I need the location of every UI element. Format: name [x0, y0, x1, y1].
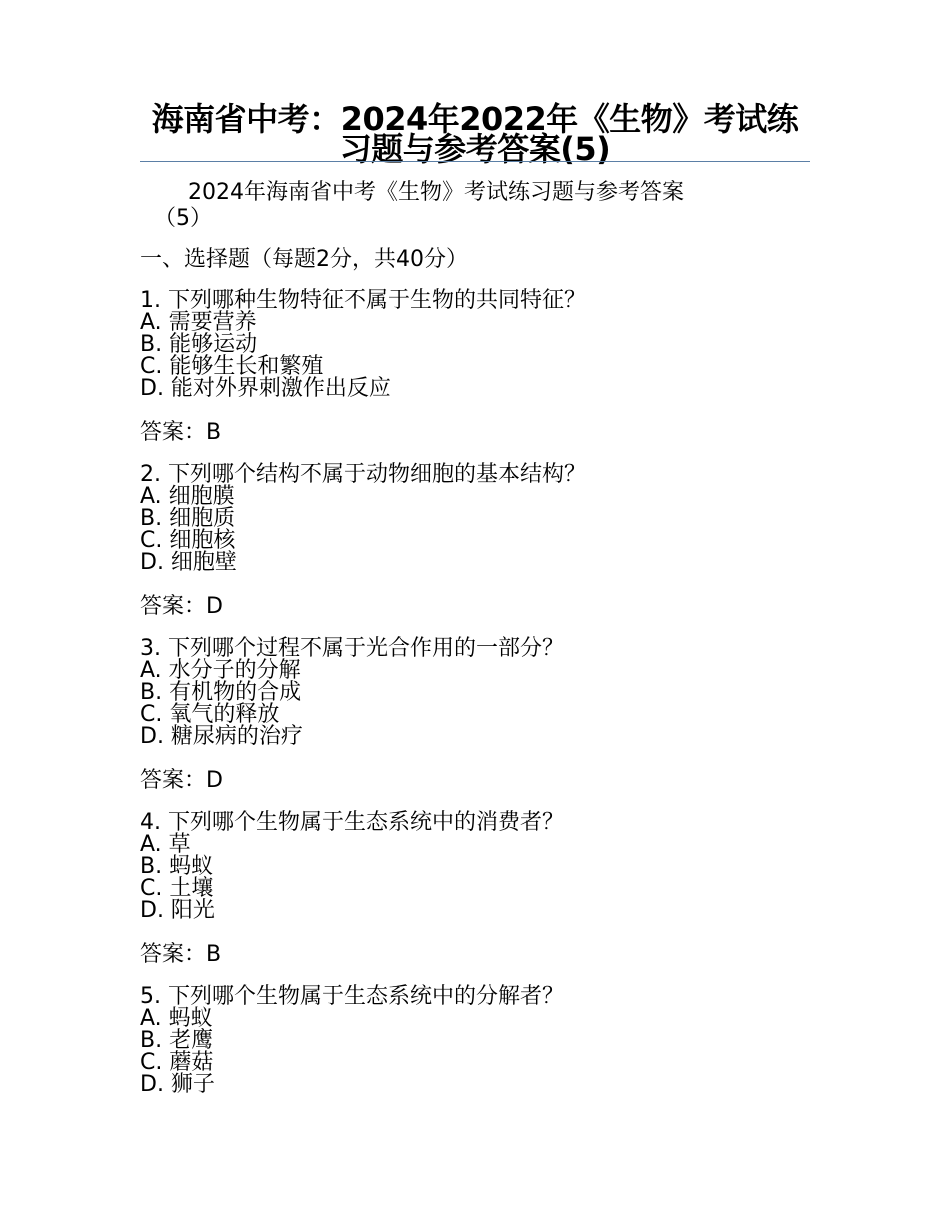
answer-line: 答案：D: [140, 768, 223, 793]
option-a: A. 细胞膜: [140, 484, 235, 509]
title-divider: [140, 161, 810, 162]
option-c: C. 细胞核: [140, 528, 236, 553]
question-3: [140, 638, 810, 812]
option-d: D. 能对外界刺激作出反应: [140, 376, 391, 401]
option-b: B. 能够运动: [140, 332, 258, 357]
question-2: [140, 464, 810, 638]
document-title: 海南省中考：2024年2022年《生物》考试练习题与参考答案(5): [151, 100, 799, 168]
option-b: B. 老鹰: [140, 1028, 214, 1053]
option-a: A. 蚂蚁: [140, 1006, 213, 1031]
answer-line: 答案：D: [140, 594, 223, 619]
question-list: [140, 290, 810, 1160]
question-5: [140, 986, 810, 1160]
question-text: 2. 下列哪个结构不属于动物细胞的基本结构？: [140, 462, 586, 487]
option-c: C. 能够生长和繁殖: [140, 354, 324, 379]
option-a: A. 水分子的分解: [140, 658, 301, 683]
option-d: D. 阳光: [140, 898, 215, 923]
document-subtitle: [140, 180, 810, 232]
question-4: [140, 812, 810, 986]
option-b: B. 蚂蚁: [140, 854, 214, 879]
option-d: D. 狮子: [140, 1072, 215, 1097]
option-a: A. 草: [140, 832, 191, 857]
answer-line: 答案：B: [140, 420, 222, 445]
subtitle-line-1: 2024年海南省中考《生物》考试练习题与参考答案: [188, 180, 684, 205]
question-1: [140, 290, 810, 464]
question-text: 5. 下列哪个生物属于生态系统中的分解者？: [140, 984, 564, 1009]
option-b: B. 有机物的合成: [140, 680, 302, 705]
option-d: D. 糖尿病的治疗: [140, 724, 303, 749]
option-c: C. 土壤: [140, 876, 214, 901]
section-heading: 一、选择题（每题2分，共40分）: [140, 247, 468, 272]
subtitle-line-2: （5）: [154, 206, 212, 231]
question-text: 1. 下列哪种生物特征不属于生物的共同特征？: [140, 288, 586, 313]
question-text: 3. 下列哪个过程不属于光合作用的一部分？: [140, 636, 564, 661]
option-c: C. 蘑菇: [140, 1050, 214, 1075]
option-d: D. 细胞壁: [140, 550, 237, 575]
option-c: C. 氧气的释放: [140, 702, 280, 727]
option-a: A. 需要营养: [140, 310, 257, 335]
answer-line: 答案：B: [140, 942, 222, 967]
option-b: B. 细胞质: [140, 506, 236, 531]
question-text: 4. 下列哪个生物属于生态系统中的消费者？: [140, 810, 564, 835]
